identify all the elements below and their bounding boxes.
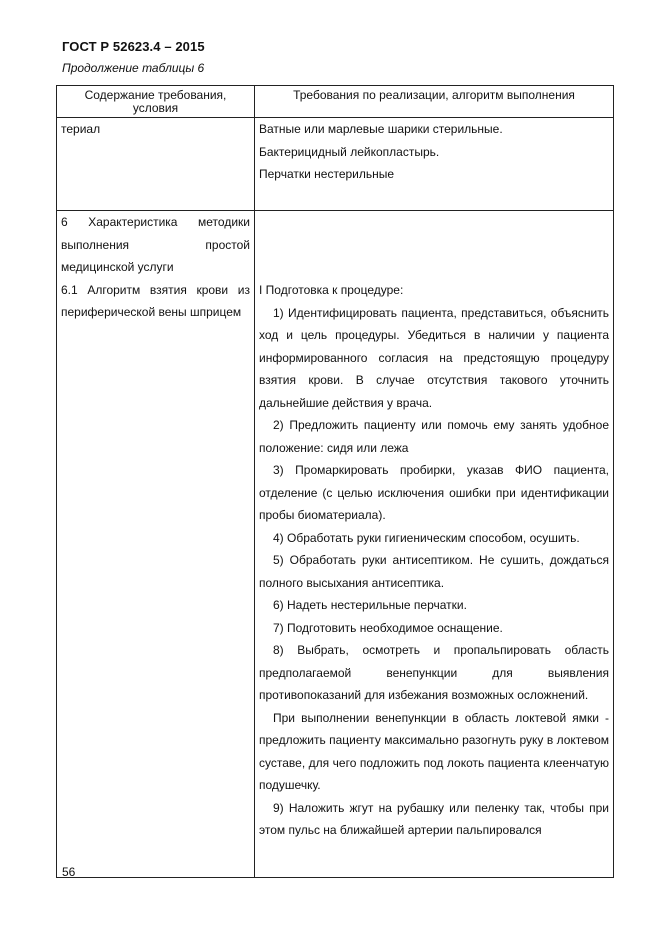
material-item: Ватные или марлевые шарики стерильные. (259, 122, 503, 136)
step-item: 5) Обработать руки антисептиком. Не сушить, дождаться полного высыхания антисептика. (259, 553, 609, 590)
preparation-heading: I Подготовка к процедуре: (259, 283, 404, 297)
section-6-title: 6 Характеристика методики выполнения простой медицинской услуги (61, 215, 250, 274)
step-item: 9) Наложить жгут на рубашку или пеленку так, чтобы при этом пульс на ближайшей артерии пальпировался (259, 800, 609, 837)
table-caption: Продолжение таблицы 6 (62, 61, 205, 75)
column-header-algorithm: Требования по реализации, алгоритм выполнения (255, 86, 614, 118)
cell-requirement (57, 118, 255, 211)
step-item: 2) Предложить пациенту или помочь ему занять удобное положение: сидя или лежа (259, 418, 609, 455)
material-item: Бактерицидный лейкопластырь. (259, 144, 440, 159)
step-item: 6) Надеть нестерильные перчатки. (273, 598, 467, 612)
step-item: 1) Идентифицировать пациента, представиться, объяснить ход и цель процедуры. Убедиться в наличии у пациента информированного согласия на предстоящую процедуру взятия крови. В случае отсутствия такового уточнить дальнейшие действия у врача. (259, 305, 609, 410)
material-left-text: териал (61, 122, 101, 136)
cell-algorithm (255, 211, 614, 878)
table-header-row (57, 86, 614, 118)
column-header-requirement: Содержание требования, условия (57, 86, 255, 118)
table-row (57, 118, 614, 211)
step-item: 8) Выбрать, осмотреть и пропальпировать область предполагаемой венепункции для выявления противопоказаний для избежания возможных осложнений. (259, 643, 609, 702)
step-item: 7) Подготовить необходимое оснащение. (273, 620, 503, 635)
step-item: При выполнении венепункции в область локтевой ямки - предложить пациенту максимально разогнуть руку в локтевом суставе, для чего подложить под локоть пациента клеенчатую подушечку. (259, 710, 609, 792)
step-item: 4) Обработать руки гигиеническим способом, осушить. (273, 530, 580, 545)
cell-algorithm (255, 118, 614, 211)
material-item: Перчатки нестерильные (259, 167, 395, 181)
cell-requirement (57, 211, 255, 878)
section-6-1-title: 6.1 Алгоритм взятия крови из периферической вены шприцем (61, 282, 250, 319)
table-row (57, 211, 614, 878)
document-code: ГОСТ Р 52623.4 – 2015 (62, 39, 205, 54)
step-item: 3) Промаркировать пробирки, указав ФИО пациента, отделение (с целью исключения ошибки при идентификации пробы биоматериала). (259, 463, 609, 522)
page-number: 56 (62, 865, 76, 879)
requirements-table (56, 85, 614, 878)
